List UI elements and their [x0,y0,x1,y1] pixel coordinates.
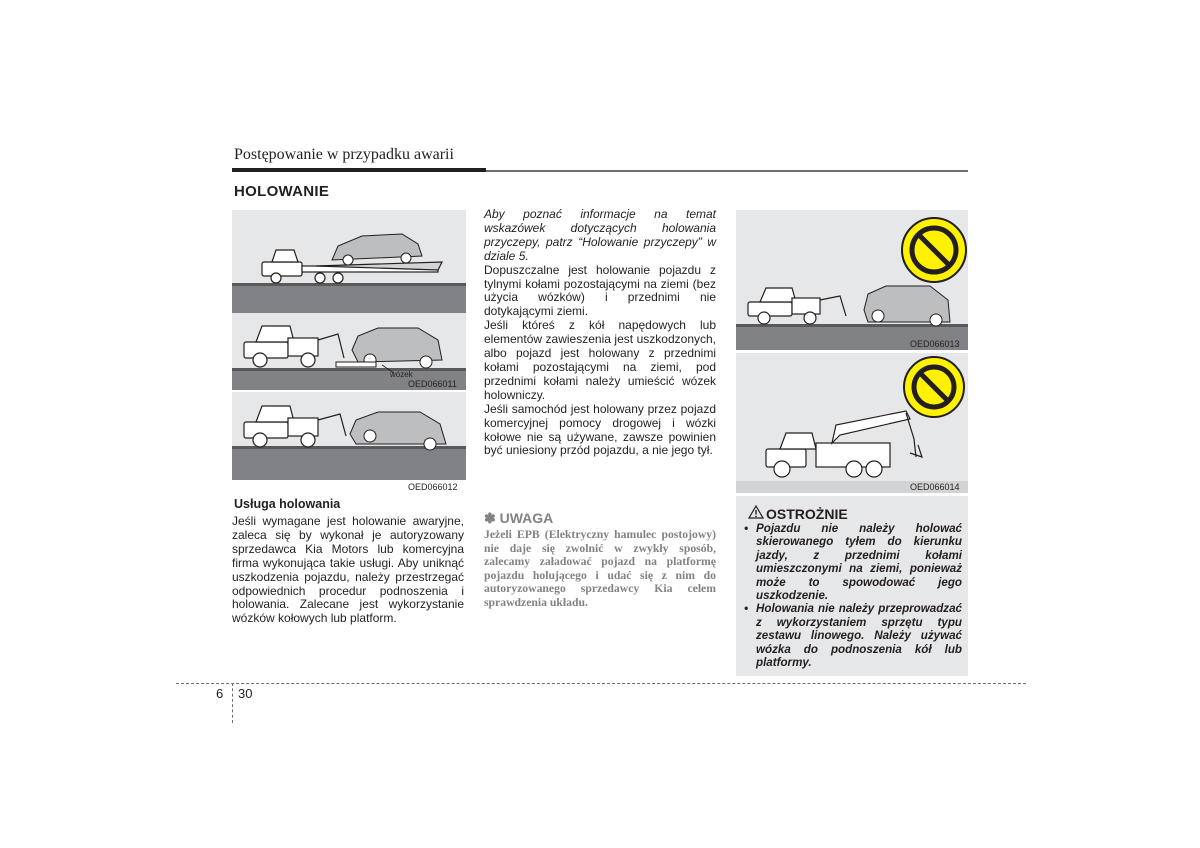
warning-triangle-icon [748,505,764,519]
caution-item: • Holowania nie należy przeprowadzać z wykorzystaniem sprzętu typu zestawu linowego. Należy używać wózka do podnoszenia kół lub platformy. [744,602,962,670]
figure-code-3: OED066013 [910,339,960,349]
header-rule [486,170,968,172]
caution-list [744,522,962,669]
wheel-lift-truck-illustration [244,406,346,447]
middle-column-text [484,208,716,458]
car-on-flatbed-illustration [332,234,422,265]
towed-car-illustration [350,412,446,450]
note-text: Jeżeli EPB (Elektryczny hamulec postojowy) nie daje się zwolnić w zwykły sposób, zalecamy załadować pojazd na platformę pojazdu holującego i udać się z nim do autoryzowanego sprzedawcy Kia celem sprawdzenia układu. [484,528,716,609]
wheel-lift-truck-illustration [748,288,846,324]
dolly-label: wózek [390,370,413,379]
towing-paragraph-2: Jeśli któreś z kół napędowych lub elementów zawieszenia jest uszkodzonych, albo pojazd jest holowany z przednimi kołami pozostającymi na ziemi, pod przednimi kołami należy umieścić wózek holowniczy. [484,318,716,402]
wheel-lift-truck-illustration [244,326,344,367]
dolly-illustration [336,362,376,367]
sling-tow-truck-illustration [766,411,922,477]
chapter-number: 6 [216,686,224,701]
caution-item: • Pojazdu nie należy holować skierowanego tyłem do kierunku jazdy, z przednimi kołami umieszczonymi na ziemi, ponieważ może to spowodować jego uszkodzenie. [744,522,962,603]
figure-code-4: OED066014 [910,482,960,492]
prohibited-towing-figure-1 [736,210,968,350]
footer-divider [232,683,233,723]
prohibited-towing-figure-2 [736,353,968,493]
towing-paragraph-1: Dopuszczalne jest holowanie pojazdu z tylnymi kołami pozostającymi na ziemi (bez użycia wózków) i przednimi nie dotykającymi ziemi. [484,262,716,319]
caution-item-text: Holowania nie należy przeprowadzać z wykorzystaniem sprzętu typu zestawu linowego. Należy używać wózka do podnoszenia kół lub platformy. [756,602,962,670]
towing-service-paragraph [232,515,464,626]
footer-rule [176,683,1026,684]
towing-paragraph-3: Jeśli samochód jest holowany przez pojazd komercyjnej pomocy drogowej i wózki kołowe nie są używane, zawsze powinien być uniesiony przód pojazdu, a nie jego tył. [484,401,716,458]
trailer-reference-note: Aby poznać informacje na temat wskazówek dotyczących holowania przyczepy, patrz “Holowanie przyczepy” w dziale 5. [484,207,716,263]
note-title: ✽ UWAGA [484,510,554,526]
towing-figure-flatbed-and-dolly [232,210,466,390]
towed-car-rear-lifted-illustration [864,286,950,326]
section-title: HOLOWANIE [234,183,330,200]
towing-service-text: Jeśli wymagane jest holowanie awaryjne, zaleca się by wykonał je autoryzowany sprzedawca Kia Motors lub komercyjna firma wykonująca takie usługi. Aby uniknąć uszkodzenia pojazdu, należy przestrzegać odpowiednich procedur podnoszenia i holowania. Zalecane jest wykorzystanie wózków kołowych lub platform. [232,514,464,626]
prohibition-sign-icon [902,218,966,282]
prohibition-sign-icon [904,357,964,417]
page-number: 30 [238,686,253,701]
page-header-title: Postępowanie w przypadku awarii [234,146,454,163]
towing-figure-wheel-lift [232,392,466,480]
figure-code-2: OED066012 [408,482,458,492]
caution-item-text: Pojazdu nie należy holować skierowanego tyłem do kierunku jazdy, z przednimi kołami umieszczonymi na ziemi, ponieważ może to spowodować jego uszkodzenie. [756,522,962,603]
figure-code-1: OED066011 [408,379,457,389]
header-rule-dark [232,168,486,172]
caution-title: OSTROŻNIE [766,506,848,522]
towing-service-subtitle: Usługa holowania [234,497,341,511]
